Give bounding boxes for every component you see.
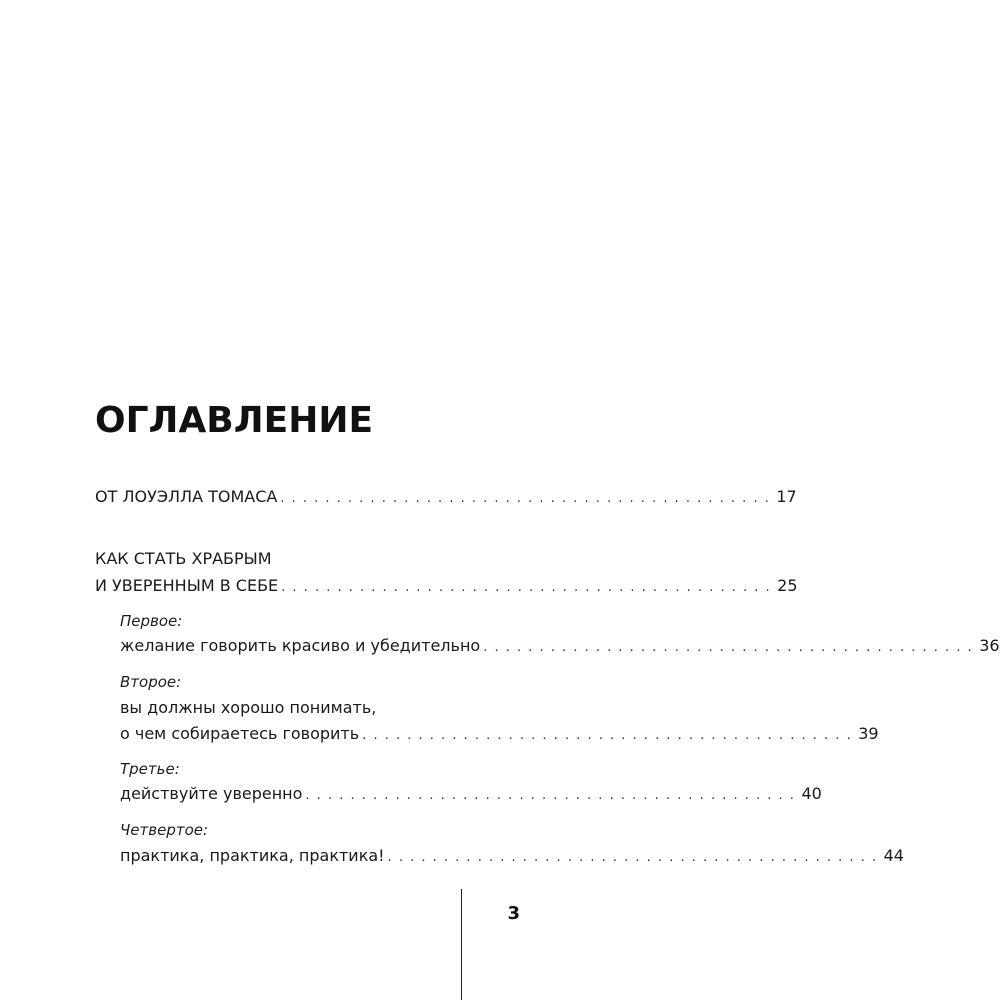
- toc-section-text: вы должны хорошо понимать,: [120, 698, 377, 717]
- toc-section-text: желание говорить красиво и убедительно: [120, 636, 481, 655]
- leader-dots: . . . . . . . . . . . . . . . . . . . . . . . . . . . . . . . . . . . . . . . . . . . .: [362, 728, 853, 743]
- toc-entry-page: 39: [858, 724, 879, 743]
- toc-entry-page: 44: [883, 846, 904, 865]
- toc-entry-page: 25: [777, 576, 798, 595]
- leader-dots: . . . . . . . . . . . . . . . . . . . . . . . . . . . . . . . . . . . . . . . . . . . .: [483, 640, 974, 655]
- toc-entry-chapter[interactable]: [95, 574, 798, 598]
- toc-entry-page: 17: [776, 487, 797, 506]
- toc-section-label: Третье:: [120, 760, 180, 778]
- leader-dots: . . . . . . . . . . . . . . . . . . . . . . . . . . . . . . . . . . . . . . . . . . . .: [281, 580, 772, 595]
- footer-divider: [461, 889, 462, 1000]
- toc-entry-section-2[interactable]: [120, 722, 879, 746]
- page-title: ОГЛАВЛЕНИЕ: [95, 400, 374, 441]
- leader-dots: . . . . . . . . . . . . . . . . . . . . . . . . . . . . . . . . . . . . . . . . . . . .: [387, 850, 878, 865]
- toc-section-text: действуйте уверенно: [120, 784, 303, 803]
- toc-entry-section-1[interactable]: [120, 634, 1000, 658]
- toc-entry-title: ОТ ЛОУЭЛЛА ТОМАСА: [95, 487, 278, 506]
- toc-entry-page: 36: [979, 636, 1000, 655]
- toc-section-label: Первое:: [120, 612, 183, 630]
- toc-chapter-title-line1: КАК СТАТЬ ХРАБРЫМ: [95, 549, 272, 568]
- toc-section-label: Четвертое:: [120, 821, 209, 839]
- toc-entry-page: 40: [801, 784, 822, 803]
- leader-dots: . . . . . . . . . . . . . . . . . . . . . . . . . . . . . . . . . . . . . . . . . . . .: [305, 788, 796, 803]
- toc-section-label: Второе:: [120, 673, 182, 691]
- toc-entry-foreword[interactable]: [95, 485, 797, 509]
- toc-chapter-title-line2: И УВЕРЕННЫМ В СЕБЕ: [95, 576, 279, 595]
- toc-section-text: о чем собираетесь говорить: [120, 724, 360, 743]
- toc-entry-section-4[interactable]: [120, 844, 904, 868]
- toc-section-text: практика, практика, практика!: [120, 846, 385, 865]
- leader-dots: . . . . . . . . . . . . . . . . . . . . . . . . . . . . . . . . . . . . . . . . . . . .: [280, 491, 771, 506]
- toc-entry-section-3[interactable]: [120, 782, 822, 806]
- page-number: 3: [507, 903, 520, 924]
